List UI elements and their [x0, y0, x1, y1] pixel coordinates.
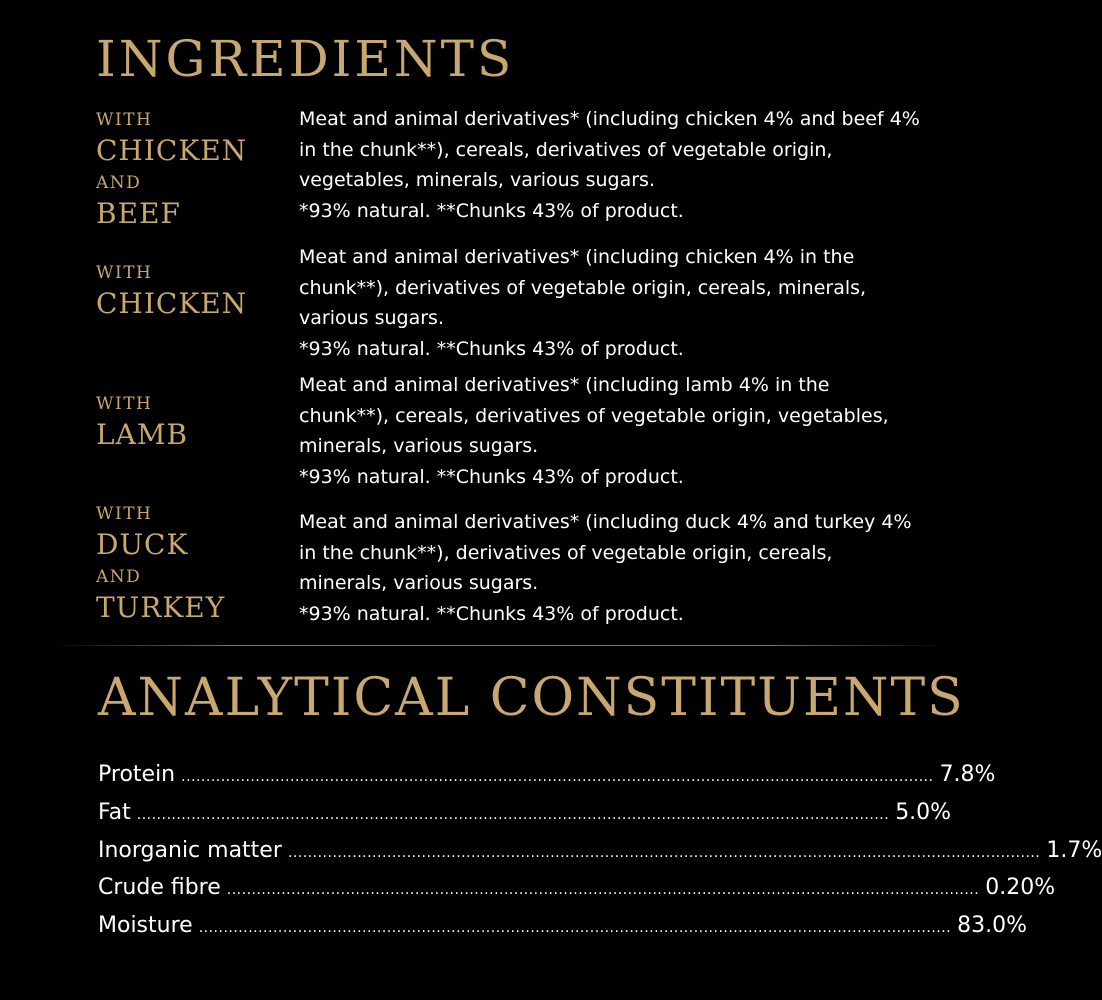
dot-leader: ........................................................................................................................................................: [287, 845, 1041, 861]
constituent-value: 83.0%: [957, 913, 1028, 938]
ingredients-title: INGREDIENTS: [96, 30, 515, 88]
constituent-row-protein: [98, 762, 996, 787]
variety-text-line: Meat and animal derivatives* (including duck 4% and turkey 4%: [299, 511, 912, 533]
variety-text-line: chunk**), derivatives of vegetable origin, cereals, minerals,: [299, 276, 867, 299]
variety-text-line: *93% natural. **Chunks 43% of product.: [299, 199, 684, 222]
dot-leader: ........................................................................................................................................................: [226, 882, 980, 898]
constituent-value: 5.0%: [895, 800, 952, 825]
variety-label-line: WITH: [96, 110, 153, 130]
section-divider: [48, 645, 948, 646]
variety-text-line: *93% natural. **Chunks 43% of product.: [299, 465, 684, 488]
variety-text-chicken: [299, 242, 979, 364]
constituent-name: Inorganic matter: [98, 838, 282, 863]
variety-label-line: DUCK: [96, 528, 189, 561]
constituent-row-fat: [98, 800, 952, 825]
variety-text-line: various sugars.: [299, 307, 444, 329]
variety-text-line: *93% natural. **Chunks 43% of product.: [299, 602, 684, 625]
variety-label-line: WITH: [96, 263, 153, 283]
constituent-value: 1.7%: [1046, 838, 1102, 863]
dot-leader: ........................................................................................................................................................: [181, 769, 934, 785]
variety-label-line: WITH: [96, 394, 153, 414]
variety-text-chicken-beef: [299, 104, 979, 226]
variety-label-line: AND: [96, 173, 142, 193]
variety-label-line: LAMB: [96, 418, 189, 451]
variety-label-chicken-beef: [96, 112, 247, 238]
variety-label-line: AND: [96, 567, 142, 587]
constituent-name: Crude fibre: [98, 875, 221, 900]
variety-text-line: Meat and animal derivatives* (including chicken 4% and beef 4%: [299, 108, 920, 130]
variety-text-line: in the chunk**), derivatives of vegetable origin, cereals,: [299, 541, 833, 564]
constituent-value: 7.8%: [939, 762, 996, 787]
variety-text-line: Meat and animal derivatives* (including lamb 4% in the: [299, 374, 830, 396]
constituent-row-inorganic-matter: [98, 838, 1102, 863]
variety-label-chicken: [96, 265, 247, 328]
variety-text-duck-turkey: [299, 507, 979, 629]
variety-text-line: minerals, various sugars.: [299, 572, 539, 594]
variety-text-line: vegetables, minerals, various sugars.: [299, 169, 655, 191]
variety-label-line: TURKEY: [96, 591, 226, 624]
variety-label-line: BEEF: [96, 197, 181, 230]
variety-text-line: Meat and animal derivatives* (including chicken 4% in the: [299, 246, 855, 268]
variety-label-lamb: [96, 396, 188, 459]
variety-label-line: WITH: [96, 504, 153, 524]
variety-text-line: chunk**), cereals, derivatives of vegetable origin, vegetables,: [299, 404, 889, 427]
dot-leader: ........................................................................................................................................................: [198, 920, 952, 936]
variety-text-line: in the chunk**), cereals, derivatives of vegetable origin,: [299, 138, 833, 161]
constituent-name: Moisture: [98, 913, 193, 938]
constituent-name: Fat: [98, 800, 131, 825]
constituent-name: Protein: [98, 762, 176, 787]
variety-label-line: CHICKEN: [96, 134, 248, 167]
variety-label-line: CHICKEN: [96, 287, 248, 320]
variety-text-line: *93% natural. **Chunks 43% of product.: [299, 337, 684, 360]
constituent-row-crude-fibre: [98, 875, 1056, 900]
variety-label-duck-turkey: [96, 506, 225, 632]
constituent-row-moisture: [98, 913, 1028, 938]
variety-text-line: minerals, various sugars.: [299, 435, 539, 457]
constituent-value: 0.20%: [985, 875, 1056, 900]
analytical-constituents-title: ANALYTICAL CONSTITUENTS: [98, 668, 965, 728]
variety-text-lamb: [299, 370, 979, 492]
dot-leader: ........................................................................................................................................................: [136, 807, 890, 823]
